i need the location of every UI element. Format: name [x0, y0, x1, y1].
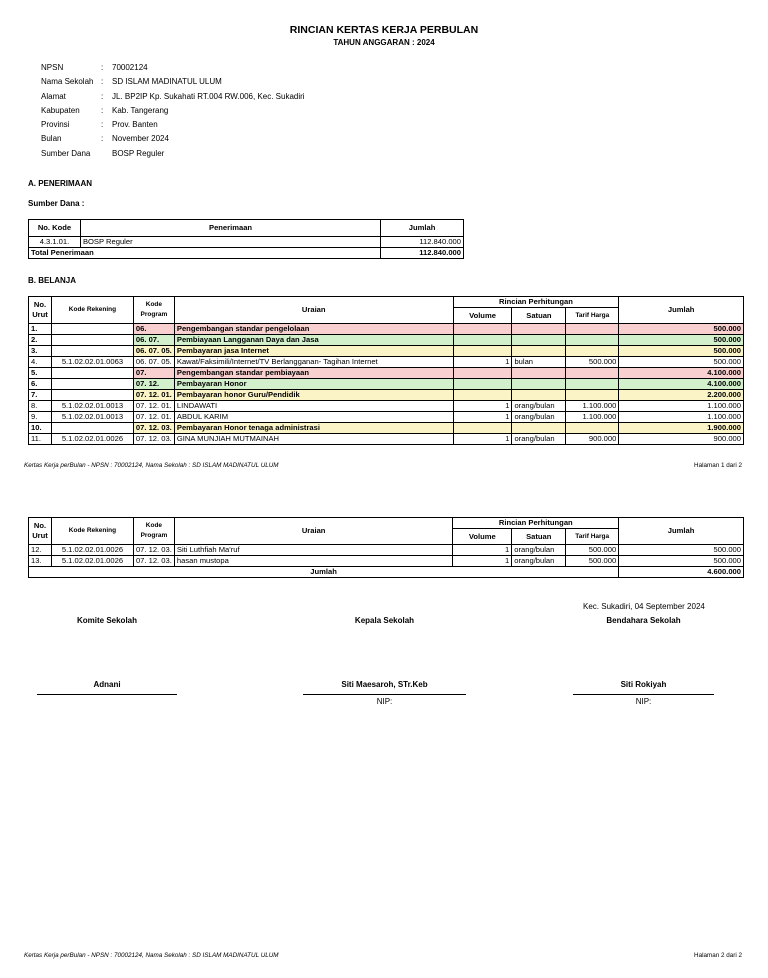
row-no: 4. — [29, 357, 52, 368]
col-volume: Volume — [453, 529, 512, 545]
row-tarif — [566, 368, 619, 379]
penerimaan-table — [28, 219, 464, 259]
total-value: 4.600.000 — [619, 567, 744, 578]
table-row — [29, 357, 744, 368]
kepala-nip: NIP: — [376, 697, 393, 706]
row-kode-program: 06. 07. — [133, 335, 174, 346]
row-no: 10. — [29, 423, 52, 434]
row-kode-rekening: 5.1.02.02.01.0026 — [51, 434, 133, 445]
col-no-urut: No. Urut — [29, 518, 52, 545]
row-volume — [453, 379, 512, 390]
col-kode-rekening: Kode Rekening — [51, 518, 133, 545]
row-kode-program: 06. — [133, 324, 174, 335]
col-no-urut: No. Urut — [29, 297, 52, 324]
row-uraian: Pengembangan standar pengelolaan — [174, 324, 453, 335]
row-kode-program: 07. 12. 03. — [133, 434, 174, 445]
page-title: RINCIAN KERTAS KERJA PERBULAN — [289, 24, 479, 36]
row-volume — [453, 346, 512, 357]
info-row-bulan: Bulan : November 2024 — [41, 134, 169, 144]
kepala-title: Kepala Sekolah — [354, 616, 415, 625]
col-satuan: Satuan — [512, 308, 566, 324]
row-no: 5. — [29, 368, 52, 379]
col-no-kode: No. Kode — [29, 220, 81, 237]
row-no: 8. — [29, 401, 52, 412]
total-row — [29, 567, 744, 578]
row-no: 11. — [29, 434, 52, 445]
row-volume: 1 — [453, 412, 512, 423]
footer-left-page2: Kertas Kerja perBulan - NPSN : 70002124, Nama Sekolah : SD ISLAM MADINATUL ULUM — [24, 952, 279, 959]
row-volume — [453, 368, 512, 379]
row-kode-rekening — [51, 390, 133, 401]
row-kode-program: 07. 12. 01. — [133, 412, 174, 423]
info-row-kabupaten: Kabupaten : Kab. Tangerang — [41, 105, 169, 115]
row-uraian: hasan mustopa — [174, 556, 452, 567]
row-kode-program: 06. 07. 05. — [133, 346, 174, 357]
row-kode-rekening — [51, 335, 133, 346]
col-volume: Volume — [453, 308, 512, 324]
bendahara-name: Siti Rokiyah — [620, 680, 667, 689]
info-row-provinsi: Provinsi : Prov. Banten — [41, 120, 158, 130]
row-uraian: Pembayaran jasa Internet — [174, 346, 453, 357]
table-row — [29, 335, 744, 346]
row-kode-rekening: 5.1.02.02.01.0063 — [51, 357, 133, 368]
row-kode-rekening — [51, 368, 133, 379]
row-kode-rekening: 5.1.02.02.01.0013 — [51, 412, 133, 423]
row-tarif: 900.000 — [566, 434, 619, 445]
row-satuan — [512, 390, 566, 401]
kepala-sign-line — [303, 694, 466, 695]
row-no: 1. — [29, 324, 52, 335]
row-uraian: Pembiayaan Langganan Daya dan Jasa — [174, 335, 453, 346]
col-uraian: Uraian — [174, 297, 453, 324]
school-info — [41, 63, 305, 163]
row-jumlah: 4.100.000 — [619, 379, 744, 390]
col-tarif: Tarif Harga — [566, 308, 619, 324]
row-jumlah: 1.900.000 — [619, 423, 744, 434]
row-uraian: GINA MUNJIAH MUTMAINAH — [174, 434, 453, 445]
row-uraian: Pembayaran Honor tenaga administrasi — [174, 423, 453, 434]
row-kode-program: 07. 12. 03. — [133, 556, 174, 567]
table-row — [29, 556, 744, 567]
col-uraian: Uraian — [174, 518, 452, 545]
row-volume: 1 — [453, 556, 512, 567]
row-tarif: 1.100.000 — [566, 412, 619, 423]
bendahara-nip: NIP: — [635, 697, 652, 706]
info-row-alamat: Alamat : JL. BP2IP Kp. Sukahati RT.004 RW.006, Kec. Sukadiri — [41, 91, 305, 101]
row-volume: 1 — [453, 545, 512, 556]
row-no: 3. — [29, 346, 52, 357]
col-kode-program: Kode Program — [133, 518, 174, 545]
row-satuan — [512, 346, 566, 357]
row-tarif — [566, 324, 619, 335]
row-jumlah: 1.100.000 — [619, 412, 744, 423]
row-satuan: orang/bulan — [512, 401, 566, 412]
table-row — [29, 423, 744, 434]
footer-page-number-2: Halaman 2 dari 2 — [694, 952, 742, 959]
col-jumlah: Jumlah — [381, 220, 464, 237]
row-jumlah: 900.000 — [619, 434, 744, 445]
table-row — [29, 412, 744, 423]
row-jumlah: 500.000 — [619, 556, 744, 567]
row-kode-program: 07. 12. 03. — [133, 423, 174, 434]
row-volume: 1 — [453, 434, 512, 445]
komite-title: Komite Sekolah — [76, 616, 137, 625]
row-uraian: ABDUL KARIM — [174, 412, 453, 423]
col-jumlah: Jumlah — [619, 297, 744, 324]
row-jumlah: 500.000 — [619, 357, 744, 368]
row-satuan — [512, 423, 566, 434]
table-row — [29, 401, 744, 412]
row-tarif: 500.000 — [566, 545, 619, 556]
bendahara-title: Bendahara Sekolah — [606, 616, 681, 625]
row-satuan — [512, 324, 566, 335]
row-kode-rekening — [51, 346, 133, 357]
col-satuan: Satuan — [512, 529, 566, 545]
row-volume: 1 — [453, 357, 512, 368]
row-kode-rekening: 5.1.02.02.01.0026 — [51, 545, 133, 556]
row-kode-rekening — [51, 324, 133, 335]
row-satuan — [512, 368, 566, 379]
row-kode-program: 07. — [133, 368, 174, 379]
table-row — [29, 390, 744, 401]
footer-left-page1: Kertas Kerja perBulan - NPSN : 70002124, Nama Sekolah : SD ISLAM MADINATUL ULUM — [24, 462, 279, 469]
row-kode-rekening: 5.1.02.02.01.0013 — [51, 401, 133, 412]
row-jumlah: 500.000 — [619, 346, 744, 357]
komite-name: Adnani — [93, 680, 121, 689]
row-tarif — [566, 379, 619, 390]
row-satuan: orang/bulan — [512, 545, 566, 556]
row-jumlah: 500.000 — [619, 335, 744, 346]
row-volume — [453, 335, 512, 346]
total-row: Total Penerimaan 112.840.000 — [29, 248, 464, 259]
total-label: Jumlah — [29, 567, 619, 578]
belanja-heading: B. BELANJA — [28, 276, 77, 285]
table-row — [29, 379, 744, 390]
row-uraian: LINDAWATI — [174, 401, 453, 412]
row-jumlah: 1.100.000 — [619, 401, 744, 412]
col-penerimaan: Penerimaan — [80, 220, 380, 237]
footer-page-number-1: Halaman 1 dari 2 — [694, 462, 742, 469]
row-no: 6. — [29, 379, 52, 390]
row-uraian: Pembayaran Honor — [174, 379, 453, 390]
row-uraian: Pengembangan standar pembiayaan — [174, 368, 453, 379]
row-tarif — [566, 390, 619, 401]
belanja-table-page2 — [28, 517, 744, 578]
row-tarif: 500.000 — [566, 357, 619, 368]
col-jumlah: Jumlah — [619, 518, 744, 545]
row-uraian: Pembayaran honor Guru/Pendidik — [174, 390, 453, 401]
row-no: 9. — [29, 412, 52, 423]
info-row-npsn: NPSN : 70002124 — [41, 63, 148, 72]
row-satuan: orang/bulan — [512, 434, 566, 445]
row-jumlah: 4.100.000 — [619, 368, 744, 379]
row-tarif: 1.100.000 — [566, 401, 619, 412]
bendahara-sign-line — [573, 694, 714, 695]
row-satuan — [512, 335, 566, 346]
row-volume: 1 — [453, 401, 512, 412]
row-volume — [453, 390, 512, 401]
place-date: Kec. Sukadiri, 04 September 2024 — [583, 602, 705, 611]
table-row — [29, 368, 744, 379]
table-row — [29, 545, 744, 556]
table-row: 4.3.1.01. BOSP Reguler 112.840.000 — [29, 237, 464, 248]
penerimaan-heading: A. PENERIMAAN — [28, 179, 93, 188]
row-kode-rekening — [51, 423, 133, 434]
row-kode-rekening — [51, 379, 133, 390]
row-satuan: orang/bulan — [512, 412, 566, 423]
col-rincian: Rincian Perhitungan — [453, 518, 619, 529]
row-kode-program: 07. 12. — [133, 379, 174, 390]
row-kode-program: 07. 12. 01. — [133, 390, 174, 401]
kepala-name: Siti Maesaroh, STr.Keb — [341, 680, 428, 689]
row-no: 13. — [29, 556, 52, 567]
page-subtitle: TAHUN ANGGARAN : 2024 — [333, 38, 435, 47]
row-satuan: bulan — [512, 357, 566, 368]
row-no: 2. — [29, 335, 52, 346]
row-uraian: Siti Luthfiah Ma'ruf — [174, 545, 452, 556]
row-no: 12. — [29, 545, 52, 556]
col-tarif: Tarif Harga — [566, 529, 619, 545]
row-satuan — [512, 379, 566, 390]
table-row — [29, 434, 744, 445]
col-kode-rekening: Kode Rekening — [51, 297, 133, 324]
row-no: 7. — [29, 390, 52, 401]
sumber-dana-label: Sumber Dana : — [28, 199, 85, 208]
row-jumlah: 500.000 — [619, 545, 744, 556]
table-row — [29, 346, 744, 357]
row-kode-rekening: 5.1.02.02.01.0026 — [51, 556, 133, 567]
row-tarif: 500.000 — [566, 556, 619, 567]
belanja-table-page1 — [28, 296, 744, 445]
table-row — [29, 324, 744, 335]
komite-sign-line — [37, 694, 177, 695]
row-volume — [453, 423, 512, 434]
row-jumlah: 500.000 — [619, 324, 744, 335]
row-kode-program: 07. 12. 03. — [133, 545, 174, 556]
info-row-sumber-dana: Sumber Dana BOSP Reguler — [41, 148, 165, 158]
row-kode-program: 06. 07. 05. — [133, 357, 174, 368]
row-volume — [453, 324, 512, 335]
row-satuan: orang/bulan — [512, 556, 566, 567]
col-kode-program: Kode Program — [133, 297, 174, 324]
info-row-nama-sekolah: Nama Sekolah : SD ISLAM MADINATUL ULUM — [41, 77, 222, 87]
row-uraian: Kawat/Faksimili/Internet/TV Berlangganan- Tagihan Internet — [174, 357, 453, 368]
row-tarif — [566, 423, 619, 434]
row-tarif — [566, 335, 619, 346]
row-tarif — [566, 346, 619, 357]
col-rincian: Rincian Perhitungan — [453, 297, 619, 308]
row-kode-program: 07. 12. 01. — [133, 401, 174, 412]
row-jumlah: 2.200.000 — [619, 390, 744, 401]
